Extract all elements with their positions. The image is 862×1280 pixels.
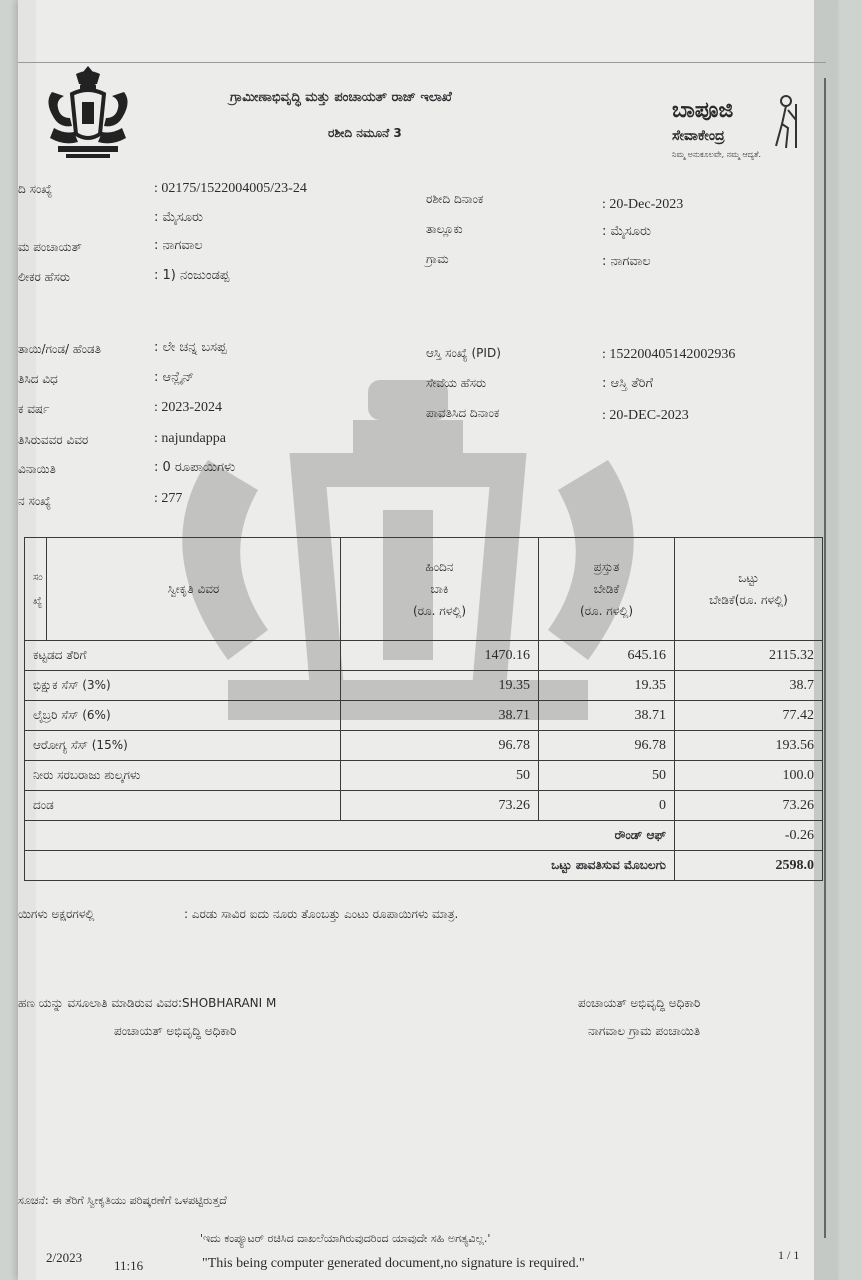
col-header-description — [47, 538, 341, 641]
fee-table — [24, 537, 823, 881]
row-total: 2115.32 — [675, 641, 823, 671]
field-value: : ಮೈಸೂರು — [154, 210, 203, 225]
field-label: ದಿ ಸಂಖ್ಯೆ — [18, 182, 53, 196]
field-label: ತಿಸಿರುವವರ ವಿವರ — [18, 433, 89, 447]
col-header-total — [675, 538, 823, 641]
officer-designation: ಪಂಚಾಯತ್ ಅಭಿವೃದ್ಧಿ ಅಧಿಕಾರಿ — [578, 996, 701, 1010]
round-off-row — [25, 821, 823, 851]
table-row — [25, 791, 823, 821]
print-time: 11:16 — [114, 1258, 144, 1273]
row-total: 100.0 — [675, 761, 823, 791]
bapuji-logo — [672, 94, 812, 164]
grand-total-value: 2598.0 — [675, 851, 823, 881]
row-total: 77.42 — [675, 701, 823, 731]
row-current: 50 — [539, 761, 675, 791]
logo-title: ಬಾಪೂಜಿ — [672, 98, 734, 123]
field-value: : 277 — [154, 491, 183, 506]
table-row — [25, 701, 823, 731]
field-value: : 1) ನಂಜುಂಡಪ್ಪ — [154, 268, 230, 283]
field-label: ರಶೀದಿ ದಿನಾಂಕ — [426, 192, 484, 206]
receipt-sheet — [18, 0, 838, 1280]
field-label: ಆಸ್ತಿ ಸಂಖ್ಯೆ (PID) — [426, 346, 501, 360]
department-title: ಗ್ರಾಮೀಣಾಭಿವೃದ್ಧಿ ಮತ್ತು ಪಂಚಾಯತ್ ರಾಜ್ ಇಲಾಖೆ — [230, 90, 452, 105]
row-current: 96.78 — [539, 731, 675, 761]
field-value: : ನಾಗವಾಲ — [602, 254, 651, 269]
row-previous: 96.78 — [341, 731, 539, 761]
table-row — [25, 731, 823, 761]
round-off-value: -0.26 — [675, 821, 823, 851]
row-total: 73.26 — [675, 791, 823, 821]
field-value: : ಲೇ ಚನ್ನ ಬಸಪ್ಪ — [154, 340, 227, 355]
header-text: ಹಿಂದಿನ ಬಾಕಿ (ರೂ. ಗಳಲ್ಲಿ) — [412, 560, 467, 618]
header-text: ಸ್ವೀಕೃತಿ ವಿವರ — [167, 582, 220, 596]
field-label: ಪಾವತಿಸಿದ ದಿನಾಂಕ — [426, 406, 500, 420]
row-total: 193.56 — [675, 731, 823, 761]
row-current: 645.16 — [539, 641, 675, 671]
field-value: : najundappa — [154, 431, 226, 446]
row-current: 38.71 — [539, 701, 675, 731]
row-previous: 38.71 — [341, 701, 539, 731]
row-name: ಭಿಕ್ಷುಕ ಸೆಸ್ (3%) — [25, 671, 341, 701]
field-value: : 0 ರೂಪಾಯಿಗಳು — [154, 460, 236, 475]
row-name: ಲೈಬ್ರರಿ ಸೆಸ್ (6%) — [25, 701, 341, 731]
field-value: : ಆಸ್ತಿ ತೆರಿಗೆ — [602, 376, 654, 391]
gandhi-figure-icon — [768, 94, 802, 150]
col-header-previous — [341, 538, 539, 641]
field-label: ಸೇವೆಯ ಹೆಸರು — [426, 376, 487, 390]
row-previous: 73.26 — [341, 791, 539, 821]
field-value: : ಆನ್ಲೈನ್ — [154, 370, 195, 385]
table-header-row — [25, 538, 823, 641]
page-number: 1 / 1 — [778, 1248, 800, 1262]
field-label: ಮ ಪಂಚಾಯತ್ — [18, 240, 82, 254]
field-label: ನ ಸಂಖ್ಯೆ — [18, 494, 52, 508]
field-value: : ನಾಗವಾಲ — [154, 238, 203, 253]
row-current: 0 — [539, 791, 675, 821]
logo-tagline: ನಿಮ್ಮ ಅನುಕೂಲವೇ, ನಮ್ಮ ಆದ್ಯತೆ. — [672, 150, 762, 159]
field-label: ತಾಲ್ಲೂಕು — [426, 222, 463, 236]
english-disclaimer: "This being computer generated document,no signature is required." — [202, 1256, 585, 1271]
field-value: : 152200405142002936 — [602, 347, 736, 362]
field-label: ಕ ವರ್ಷ — [18, 402, 50, 416]
grand-total-label: ಒಟ್ಟು ಪಾವತಿಸುವ ಮೊಬಲಗು — [25, 851, 675, 881]
footer-note: ಸೂಚನೆ: ಈ ತೆರಿಗೆ ಸ್ವೀಕೃತಿಯು ಪರಿಷ್ಕರಣೆಗೆ ಒಳಪಟ್ಟಿರುತ್ತದೆ — [18, 1194, 227, 1207]
field-value: : 2023-2024 — [154, 400, 223, 415]
field-value: : 20-Dec-2023 — [602, 197, 684, 212]
collector-designation: ಪಂಚಾಯತ್ ಅಭಿವೃದ್ಧಿ ಅಧಿಕಾರಿ — [114, 1024, 237, 1038]
kannada-disclaimer: 'ಇದು ಕಂಪ್ಯೂಟರ್ ರಚಿಸಿದ ದಾಖಲೆಯಾಗಿರುವುದರಿಂದ ಯಾವುದೇ ಸಹಿ ಅಗತ್ಯವಿಲ್ಲ.' — [200, 1232, 491, 1245]
row-name: ದಂಡ — [25, 791, 341, 821]
collector-details: ಹಣ ಯನ್ನು ವಸೂಲಾತಿ ಮಾಡಿರುವ ವಿವರ:SHOBHARANI M — [18, 996, 277, 1010]
row-name: ಕಟ್ಟಡದ ತೆರಿಗೆ — [25, 641, 341, 671]
round-off-label: ರೌಂಡ್ ಆಫ್ — [25, 821, 675, 851]
logo-subtitle: ಸೇವಾಕೇಂದ್ರ — [672, 128, 725, 144]
field-value: : 20-DEC-2023 — [602, 408, 689, 423]
field-label: ತಾಯಿ/ಗಂಡ/ ಹೆಂಡತಿ — [18, 342, 101, 356]
col-header-serial — [25, 538, 47, 641]
row-previous: 1470.16 — [341, 641, 539, 671]
row-total: 38.7 — [675, 671, 823, 701]
amount-words-value: : ಎರಡು ಸಾವಿರ ಐದು ನೂರು ತೊಂಬತ್ತು ಎಂಟು ರೂಪಾಯಿಗಳು ಮಾತ್ರ. — [184, 907, 459, 921]
header-text: ಸಂ ಖ್ಯೆ — [33, 572, 43, 607]
field-value: : 02175/1522004005/23-24 — [154, 181, 307, 196]
row-name: ಆರೋಗ್ಯ ಸೆಸ್ (15%) — [25, 731, 341, 761]
field-label: ವಿನಾಯಿತಿ — [18, 462, 56, 476]
amount-words-label: ಯಿಗಳು ಅಕ್ಷರಗಳಲ್ಲಿ — [18, 907, 95, 921]
field-label: ಗ್ರಾಮ — [426, 252, 449, 266]
row-current: 19.35 — [539, 671, 675, 701]
row-name: ನೀರು ಸರಬರಾಜು ಶುಲ್ಕಗಳು — [25, 761, 341, 791]
print-date: 2/2023 — [46, 1250, 83, 1265]
row-previous: 19.35 — [341, 671, 539, 701]
table-row — [25, 761, 823, 791]
form-title: ರಶೀದಿ ನಮೂನೆ 3 — [328, 126, 402, 140]
karnataka-emblem-icon — [42, 62, 134, 162]
col-header-current — [539, 538, 675, 641]
officer-office: ನಾಗವಾಲ ಗ್ರಾಮ ಪಂಚಾಯಿತಿ — [588, 1024, 701, 1038]
field-value: : ಮೈಸೂರು — [602, 224, 651, 239]
header-text: ಒಟ್ಟು ಬೇಡಿಕೆ(ರೂ. ಗಳಲ್ಲಿ) — [709, 571, 788, 607]
row-previous: 50 — [341, 761, 539, 791]
grand-total-row — [25, 851, 823, 881]
table-row — [25, 641, 823, 671]
field-label: ತಿಸಿದ ವಿಧ — [18, 372, 58, 386]
header-text: ಪ್ರಸ್ತುತ ಬೇಡಿಕೆ (ರೂ. ಗಳಲ್ಲಿ) — [579, 560, 634, 618]
field-label: ಲೀಕರ ಹೆಸರು — [18, 270, 70, 284]
table-row — [25, 671, 823, 701]
